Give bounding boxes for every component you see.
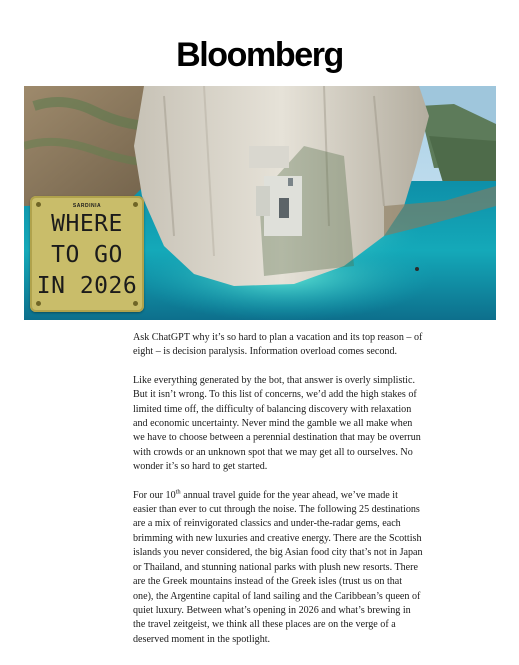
article-paragraph: Ask ChatGPT why it’s so hard to plan a vacation and its top reason – of eight – is decision paralysis. Information overload comes second.	[133, 332, 423, 358]
article-paragraph: Like everything generated by the bot, that answer is overly simplistic. But it isn’t wrong. To this list of concerns, we’d add the high stakes of limited time off, the difficulty of balancing discovery with relaxation and economic uncertainty. Never mind the gamble we all make when we have to choose between a perennial destination that may be overrun with crowds or an unknown spot that we may get all to ourselves. No wonder it’s so hard to get started.	[133, 374, 421, 473]
sign-bolt-icon	[36, 202, 41, 207]
sign-kicker: SARDINIA	[72, 203, 102, 209]
sign-bolt-icon	[36, 301, 41, 306]
sign-line: WHERE	[51, 211, 123, 237]
sign-bolt-icon	[133, 301, 138, 306]
sign-line: IN 2026	[36, 273, 138, 299]
sign-bolt-icon	[133, 202, 138, 207]
where-to-go-sign	[30, 196, 144, 312]
paragraph-text: annual travel guide for the year ahead, we’ve made it easier than ever to cut through the noise. The following 25 destinations are a mix of reinvigorated classics and under-the-radar gems, each brimming with new luxuries and creative energy. There are the Scottish islands you never considered, the big Asian food city that’s not in Japan or Thailand, and stunning national parks with plush new resorts. There are the Greek mountains instead of the Greek isles (trust us on that one), the Argentine capital of land sailing and the Caribbean’s queen of quiet luxury. Between what’s opening in 2026 and what’s brewing in the travel zeitgeist, we think all these places are on the verge of a deserved moment in the spotlight.	[133, 489, 423, 645]
bloomberg-logo[interactable]: Bloomberg	[176, 36, 343, 74]
sign-line: TO GO	[51, 242, 123, 268]
ordinal-suffix: th	[175, 488, 181, 496]
article-paragraph	[133, 489, 423, 647]
article-body	[133, 331, 423, 661]
hero-image	[24, 86, 496, 320]
paragraph-text: For our 10	[133, 489, 176, 501]
